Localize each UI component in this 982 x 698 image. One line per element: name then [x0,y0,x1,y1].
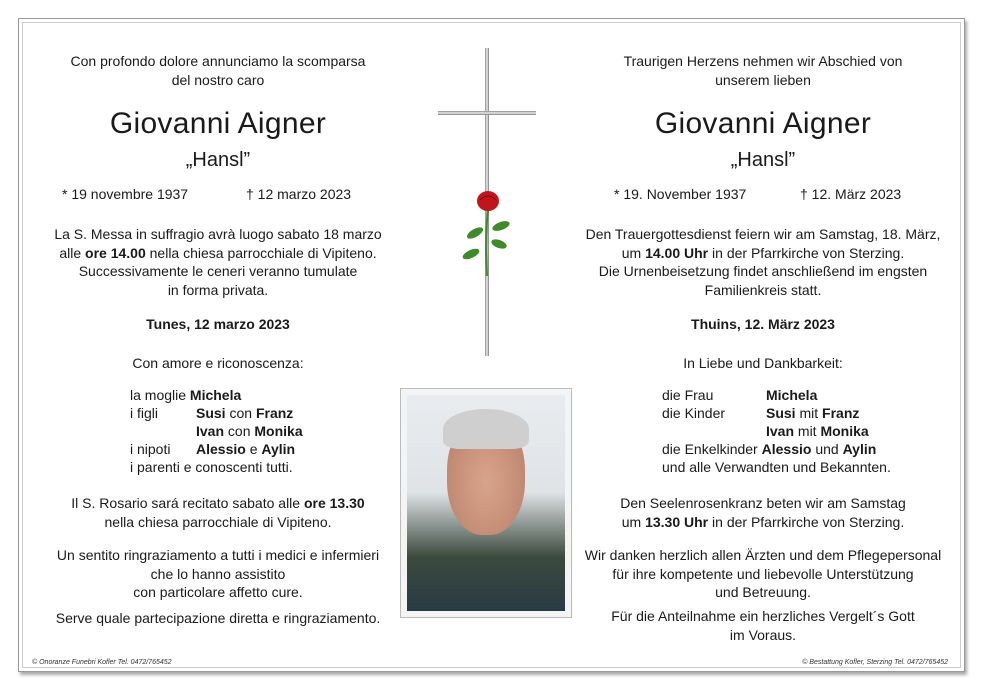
mass-info-it: La S. Messa in suffragio avrà luogo sabato 18 marzo alle ore 14.00 nella chiesa parrocchiale di Vipiteno. Successivamente le ceneri veranno tumulate in forma privata. [54,226,382,298]
footer-de: © Bestattung Kofler, Sterzing Tel. 0472/765452 [802,659,948,666]
family-list-de: die Frau Michela die Kinder Susi mit Franz Ivan mit Monika die Enkelkinder Alessio und Aylin und alle Verwandten und Bekannten. [662,387,891,475]
cross-bar [438,111,536,115]
thanks-it: Un sentito ringraziamento a tutti i medici e infermieri che lo hanno assistito con particolare affetto cure. [56,547,380,600]
family-list-it: la moglie Michela i figli Susi con Franz Ivan con Monika i nipoti Alessio e Aylin i parenti e conoscenti tutti. [130,387,303,475]
closing-it: Con amore e riconoscenza: [132,355,304,371]
intro-de: Traurigen Herzens nehmen wir Abschied von unserem lieben [623,53,903,88]
final-note-it: Serve quale partecipazione diretta e ringraziamento. [55,610,381,626]
death-date-it: † 12 marzo 2023 [246,186,352,202]
mass-info-de: Den Trauergottesdienst feiern wir am Samstag, 18. März, um 14.00 Uhr in der Pfarrkirche von Sterzing. Die Urnenbeisetzung findet anschließend im engsten Familienkreis statt. [585,226,941,298]
closing-de: In Liebe und Dankbarkeit: [683,355,843,371]
thanks-de: Wir danken herzlich allen Ärzten und dem Pflegepersonal für ihre kompetente und liebevolle Unterstützung und Betreuung. [584,547,942,600]
rose-icon [455,188,519,278]
birth-date-de: * 19. November 1937 [614,186,747,202]
birth-date-it: * 19 novembre 1937 [62,186,189,202]
place-date-it: Tunes, 12 marzo 2023 [146,316,290,332]
nickname-de: „Hansl” [730,149,796,171]
place-date-de: Thuins, 12. März 2023 [691,316,835,332]
rosary-info-de: Den Seelenrosenkranz beten wir am Samstag um 13.30 Uhr in der Pfarrkirche von Sterzing. [620,495,906,530]
deceased-name-de: Giovanni Aigner [654,107,872,140]
intro-it: Con profondo dolore annunciamo la scomparsa del nostro caro [70,53,366,88]
nickname-it: „Hansl” [185,149,251,171]
death-date-de: † 12. März 2023 [800,186,902,202]
deceased-name-it: Giovanni Aigner [109,107,327,140]
final-note-de: Für die Anteilnahme ein herzliches Vergelt´s Gott im Voraus. [611,608,915,643]
footer-it: © Onoranze Funebri Kofler Tel. 0472/765452 [32,659,172,666]
rosary-info-it: Il S. Rosario sará recitato sabato alle ore 13.30 nella chiesa parrocchiale di Vipiteno. [71,495,365,530]
portrait-photo [400,388,572,618]
